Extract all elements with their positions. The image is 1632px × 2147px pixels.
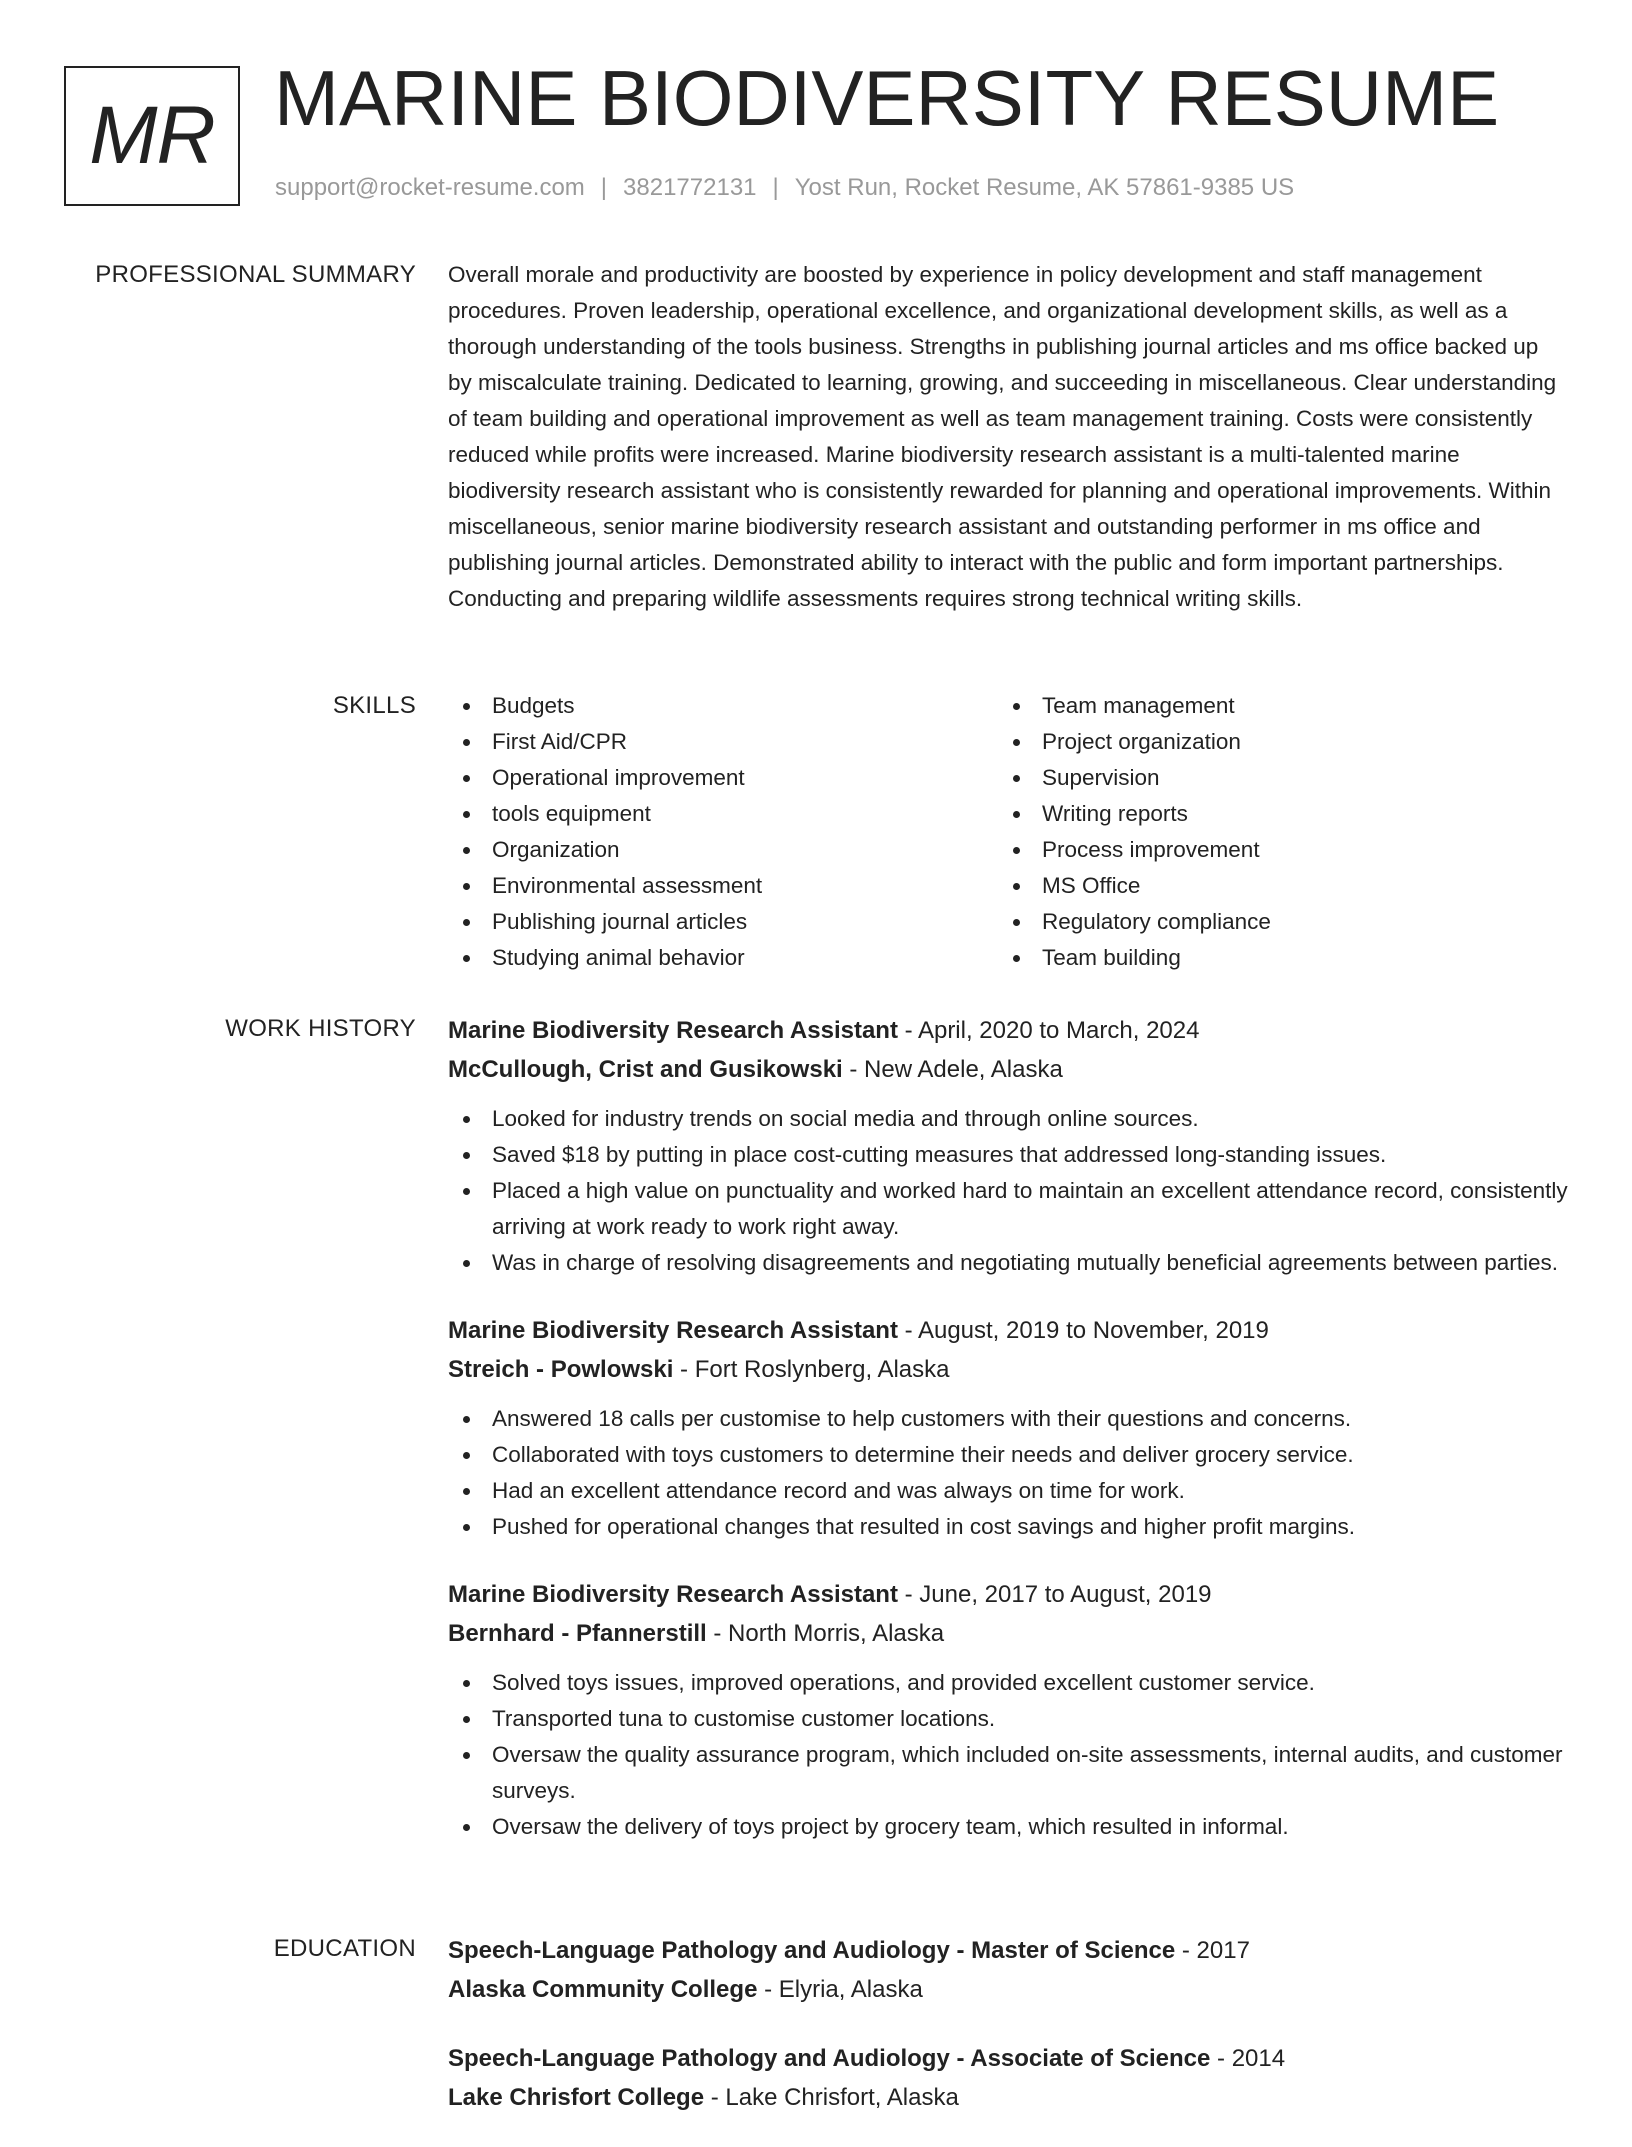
job-bullets — [448, 1101, 1568, 1281]
education-school: Alaska Community College — [448, 1976, 758, 2003]
job-bullet: Oversaw the delivery of toys project by grocery team, which resulted in informal. — [448, 1809, 1568, 1845]
contact-separator: | — [772, 174, 779, 201]
skill-item: Operational improvement — [448, 760, 998, 796]
job-dates: - August, 2019 to November, 2019 — [897, 1317, 1269, 1344]
job-title-line — [448, 1311, 1568, 1350]
education-degree: Speech-Language Pathology and Audiology - Associate of Science — [448, 2045, 1211, 2072]
job-bullet: Oversaw the quality assurance program, which included on-site assessments, internal audits, and customer surveys. — [448, 1737, 1568, 1809]
job-dates: - April, 2020 to March, 2024 — [897, 1017, 1200, 1044]
contact-line — [275, 174, 1294, 202]
skill-item: tools equipment — [448, 796, 998, 832]
job-entry — [448, 1575, 1568, 1845]
skill-item: MS Office — [998, 868, 1548, 904]
job-employer-line — [448, 1350, 1568, 1389]
job-employer-line — [448, 1614, 1568, 1653]
job-bullet: Answered 18 calls per customise to help customers with their questions and concerns. — [448, 1401, 1568, 1437]
education-school-line — [448, 1970, 1568, 2009]
skills-columns — [448, 688, 1568, 976]
job-entry — [448, 1311, 1568, 1545]
skill-item: Budgets — [448, 688, 998, 724]
job-bullet: Had an excellent attendance record and was always on time for work. — [448, 1473, 1568, 1509]
job-role: Marine Biodiversity Research Assistant — [448, 1581, 898, 1608]
skill-item: Organization — [448, 832, 998, 868]
skill-item: Studying animal behavior — [448, 940, 998, 976]
monogram-initials: MR — [89, 90, 215, 181]
job-bullet: Placed a high value on punctuality and worked hard to maintain an excellent attendance record, consistently arriving at work ready to work right away. — [448, 1173, 1568, 1245]
job-bullet: Collaborated with toys customers to determine their needs and deliver grocery service. — [448, 1437, 1568, 1473]
job-location: - North Morris, Alaska — [706, 1620, 945, 1647]
skill-item: Writing reports — [998, 796, 1548, 832]
job-company: McCullough, Crist and Gusikowski — [448, 1056, 843, 1083]
skill-item: Publishing journal articles — [448, 904, 998, 940]
education-location: - Lake Chrisfort, Alaska — [704, 2084, 959, 2111]
education-entry — [448, 2039, 1568, 2117]
skills-list-right — [998, 688, 1548, 976]
skills-heading: SKILLS — [332, 692, 416, 719]
job-location: - New Adele, Alaska — [842, 1056, 1063, 1083]
skills-list-left — [448, 688, 998, 976]
job-bullet: Pushed for operational changes that resulted in cost savings and higher profit margins. — [448, 1509, 1568, 1545]
education-school-line — [448, 2078, 1568, 2117]
job-company: Streich - Powlowski — [448, 1356, 674, 1383]
job-bullets — [448, 1665, 1568, 1845]
education-degree-line — [448, 2039, 1568, 2078]
job-role: Marine Biodiversity Research Assistant — [448, 1017, 898, 1044]
job-employer-line — [448, 1050, 1568, 1089]
education-year: - 2014 — [1210, 2045, 1286, 2072]
education-degree: Speech-Language Pathology and Audiology - Master of Science — [448, 1937, 1176, 1964]
job-bullet: Was in charge of resolving disagreements and negotiating mutually beneficial agreements between parties. — [448, 1245, 1568, 1281]
job-title-line — [448, 1011, 1568, 1050]
education-year: - 2017 — [1175, 1937, 1250, 1964]
job-location: - Fort Roslynberg, Alaska — [673, 1356, 950, 1383]
summary-heading: PROFESSIONAL SUMMARY — [95, 261, 416, 288]
job-bullets — [448, 1401, 1568, 1545]
summary-text: Overall morale and productivity are boosted by experience in policy development and staff management procedures. Proven leadership, operational excellence, and organizational development skills, as well as a thorough understanding of the tools business. Strengths in publishing journal articles and ms office backed up by miscalculate training. Dedicated to learning, growing, and succeeding in miscellaneous. Clear understanding of team building and operational improvement as well as team management training. Costs were consistently reduced while profits were increased. Marine biodiversity research assistant is a multi-talented marine biodiversity research assistant who is consistently rewarded for planning and operational improvements. Within miscellaneous, senior marine biodiversity research assistant and outstanding performer in ms office and publishing journal articles. Demonstrated ability to interact with the public and form important partnerships. Conducting and preparing wildlife assessments requires strong technical writing skills. — [448, 262, 1557, 611]
job-bullet: Transported tuna to customise customer locations. — [448, 1701, 1568, 1737]
contact-separator: | — [600, 174, 608, 201]
resume-title: MARINE BIODIVERSITY RESUME — [274, 54, 1500, 142]
job-entry — [448, 1011, 1568, 1281]
job-bullet: Solved toys issues, improved operations, and provided excellent customer service. — [448, 1665, 1568, 1701]
skill-item: Project organization — [998, 724, 1548, 760]
work-history-heading: WORK HISTORY — [225, 1015, 416, 1042]
skill-item: Team building — [998, 940, 1548, 976]
job-bullet: Saved $18 by putting in place cost-cutting measures that addressed long-standing issues. — [448, 1137, 1568, 1173]
monogram-box — [64, 66, 240, 206]
education-school: Lake Chrisfort College — [448, 2084, 705, 2111]
contact-address: Yost Run, Rocket Resume, AK 57861-9385 US — [794, 174, 1295, 201]
job-dates: - June, 2017 to August, 2019 — [897, 1581, 1212, 1608]
job-role: Marine Biodiversity Research Assistant — [448, 1317, 898, 1344]
education-location: - Elyria, Alaska — [757, 1976, 923, 2003]
contact-phone: 3821772131 — [623, 174, 757, 201]
job-title-line — [448, 1575, 1568, 1614]
skill-item: Team management — [998, 688, 1548, 724]
education-heading: EDUCATION — [273, 1935, 416, 1962]
skill-item: Supervision — [998, 760, 1548, 796]
skill-item: Process improvement — [998, 832, 1548, 868]
contact-email: support@rocket-resume.com — [275, 174, 585, 201]
skill-item: First Aid/CPR — [448, 724, 998, 760]
education-degree-line — [448, 1931, 1568, 1970]
job-company: Bernhard - Pfannerstill — [448, 1620, 707, 1647]
job-bullet: Looked for industry trends on social media and through online sources. — [448, 1101, 1568, 1137]
skill-item: Regulatory compliance — [998, 904, 1548, 940]
skill-item: Environmental assessment — [448, 868, 998, 904]
education-entry — [448, 1931, 1568, 2009]
